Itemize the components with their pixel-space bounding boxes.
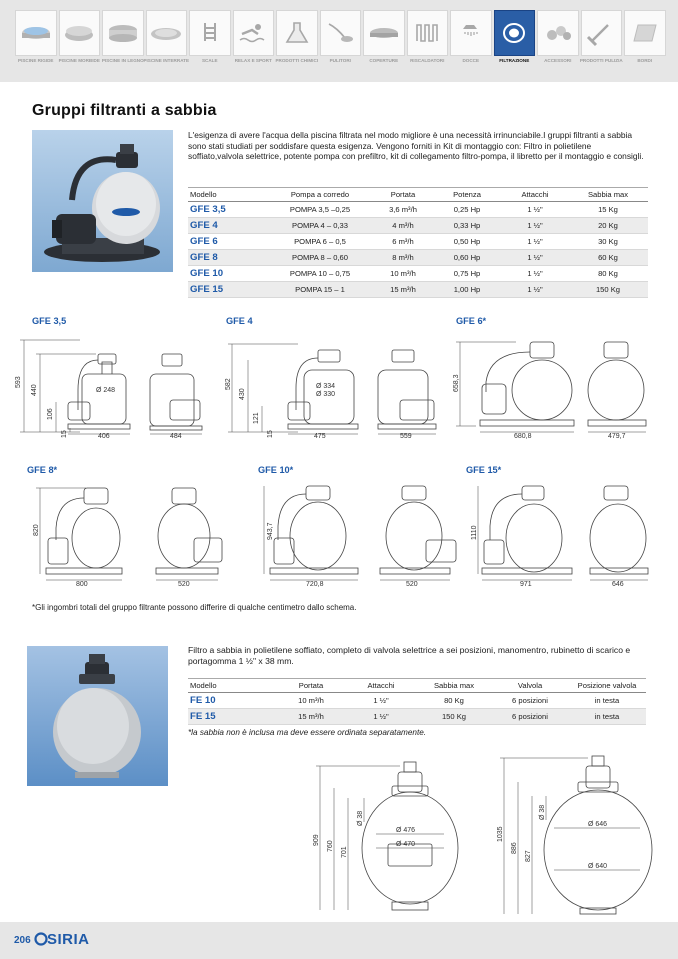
dim-gfe6-side: 479,7	[608, 433, 626, 440]
model-label-gfe4: GFE 4	[226, 316, 253, 326]
table-cell: 1 ½"	[502, 218, 568, 234]
dim-gfe8-front: 800	[76, 581, 88, 588]
product-photo-filter-kit	[32, 130, 173, 272]
page-footer	[0, 922, 678, 959]
table-cell: 1 ½"	[502, 250, 568, 266]
table-cell: 6 posizioni	[492, 709, 568, 725]
dim-gfe10-total: 943,7	[267, 522, 274, 540]
nav-label: FILTRAZIONE	[499, 58, 530, 63]
col-portata: Portata	[276, 679, 346, 693]
table-row	[188, 234, 648, 250]
model-label-gfe35: GFE 3,5	[32, 316, 67, 326]
table-cell: POMPA 3,5 –0,25	[266, 202, 374, 218]
nav-label: SCALE	[201, 58, 218, 63]
table-cell-model: GFE 4	[188, 218, 266, 234]
cover-icon	[367, 19, 401, 47]
dim-gfe15-front: 971	[520, 581, 532, 588]
table-row	[188, 709, 646, 725]
table-cell: 15 Kg	[568, 202, 648, 218]
nav-item-piscine-legno[interactable]	[101, 10, 145, 78]
ladder-icon	[193, 19, 227, 47]
dim-fe10-total: 909	[313, 834, 320, 846]
table-row	[188, 266, 648, 282]
dim-fe15-inner: Ø 640	[588, 863, 608, 870]
table-cell: POMPA 15 – 1	[266, 282, 374, 298]
dim-fe15-low: 827	[525, 850, 532, 862]
table-cell: in testa	[568, 709, 646, 725]
nav-label: PRODOTTI CHIMICI	[275, 58, 319, 63]
dim-fe10-mid: 760	[327, 840, 334, 852]
dim-fe10-low: 701	[341, 846, 348, 858]
nav-item-piscine-rigide[interactable]	[14, 10, 58, 78]
category-tiles	[14, 10, 667, 78]
col-sabbia: Sabbia max	[416, 679, 492, 693]
drawing-gfe4	[222, 330, 458, 440]
table-cell: 1,00 Hp	[432, 282, 502, 298]
table-cell: 10 m³/h	[374, 266, 432, 282]
sand-note: *la sabbia non è inclusa ma deve essere ordinata separatamente.	[188, 728, 427, 737]
table-cell: 1 ½"	[502, 202, 568, 218]
table-cell: 150 Kg	[416, 709, 492, 725]
table-cell: 20 Kg	[568, 218, 648, 234]
table-cell: POMPA 6 – 0,5	[266, 234, 374, 250]
sand-filter-kit-image	[32, 130, 173, 272]
gfe-spec-body	[188, 202, 648, 298]
table-cell-model: GFE 3,5	[188, 202, 266, 218]
nav-item-bordi[interactable]	[623, 10, 667, 78]
nav-label: RISCALDATORI	[410, 58, 445, 63]
model-label-gfe15: GFE 15*	[466, 465, 502, 475]
dim-gfe4-dia2: Ø 330	[316, 391, 336, 398]
dim-fe15-total: 1035	[497, 826, 504, 842]
section-title: Gruppi filtranti a sabbia	[32, 102, 217, 119]
nav-label: PULITORI	[329, 58, 351, 63]
col-modello: Modello	[188, 679, 276, 693]
dim-gfe35-base: 15	[61, 430, 68, 438]
dim-fe10-d38: Ø 38	[357, 810, 364, 826]
col-sabbia: Sabbia max	[568, 188, 648, 202]
dim-gfe8-side: 520	[178, 581, 190, 588]
dim-gfe6-front: 680,8	[514, 433, 532, 440]
nav-item-accessori[interactable]	[536, 10, 580, 78]
dim-gfe35-side: 484	[170, 433, 182, 440]
gfe-spec-table	[188, 187, 648, 298]
nav-label: BORDI	[637, 58, 653, 63]
dim-fe10-inner: Ø 470	[396, 841, 416, 848]
dim-fe15-outer: Ø 646	[588, 821, 608, 828]
table-cell: 8 m³/h	[374, 250, 432, 266]
table-cell-model: FE 10	[188, 693, 276, 709]
inground-pool-icon	[149, 19, 183, 47]
table-cell: 80 Kg	[416, 693, 492, 709]
nav-item-riscaldatori[interactable]	[406, 10, 450, 78]
dim-gfe4-dia1: Ø 334	[316, 383, 336, 390]
nav-label: COPERTURE	[369, 58, 399, 63]
swimmer-icon	[236, 19, 270, 47]
nav-item-piscine-morbide[interactable]	[58, 10, 102, 78]
nav-label: DOCCE	[462, 58, 480, 63]
table-cell: 1 ½"	[502, 266, 568, 282]
table-cell: 15 m³/h	[276, 709, 346, 725]
table-cell-model: GFE 8	[188, 250, 266, 266]
table-cell: 0,75 Hp	[432, 266, 502, 282]
drawing-fe15	[488, 748, 658, 920]
filter-icon	[497, 19, 531, 47]
table-cell: 150 Kg	[568, 282, 648, 298]
page-number: 206	[14, 935, 31, 946]
section-intro: L'esigenza di avere l'acqua della piscina filtrata nel modo migliore è una necessità irrinunciabile.I gruppi filtranti a sabbia sono stati studiati per soddisfare questa esigenza. Vengono forniti in Kit di montaggio con: Filtro in polietilene soffiato,valvola selettrice, potente pompa con prefiltro, kit di collegamento filtro-pompa, il libretto per il montaggio e consigli.	[188, 130, 644, 162]
drawing-gfe8	[24, 476, 236, 590]
fe-spec-table	[188, 678, 646, 725]
wood-pool-icon	[106, 19, 140, 47]
dim-gfe4-low: 121	[253, 412, 260, 424]
table-header-row	[188, 679, 646, 693]
dim-gfe15-total: 1110	[471, 525, 478, 540]
dim-gfe8-total: 820	[33, 524, 40, 536]
nav-label: PRODOTTI PULIZIA	[579, 58, 623, 63]
dim-gfe6-total: 658,3	[453, 374, 460, 392]
table-cell: 0,33 Hp	[432, 218, 502, 234]
col-modello: Modello	[188, 188, 266, 202]
col-potenza: Potenza	[432, 188, 502, 202]
nav-label: RELAX E SPORT	[234, 58, 272, 63]
table-row	[188, 282, 648, 298]
table-cell: 6 m³/h	[374, 234, 432, 250]
shower-icon	[454, 19, 488, 47]
brand-logo-icon	[34, 932, 48, 946]
nav-item-filtrazione[interactable]	[493, 10, 537, 78]
table-cell: 0,25 Hp	[432, 202, 502, 218]
table-cell: POMPA 10 – 0,75	[266, 266, 374, 282]
nav-item-pulitori[interactable]	[319, 10, 363, 78]
sand-filter-tank-image	[27, 646, 168, 786]
table-row	[188, 693, 646, 709]
table-cell: 80 Kg	[568, 266, 648, 282]
table-cell: 1 ½"	[502, 282, 568, 298]
filters-intro: Filtro a sabbia in polietilene soffiato, completo di valvola selettrice a sei posizioni, manomentro, rubinetto di scarico e portagomma 1 ½" x 38 mm.	[188, 645, 631, 666]
table-cell: 30 Kg	[568, 234, 648, 250]
table-cell: POMPA 8 – 0,60	[266, 250, 374, 266]
nav-item-relax-sport[interactable]	[232, 10, 276, 78]
brush-icon	[584, 19, 618, 47]
category-nav	[0, 0, 678, 82]
soft-pool-icon	[62, 19, 96, 47]
col-posizione: Posizione valvola	[568, 679, 646, 693]
table-row	[188, 250, 648, 266]
dim-gfe35-front: 406	[98, 433, 110, 440]
drawing-gfe10	[256, 476, 464, 590]
heater-icon	[410, 19, 444, 47]
nav-item-coperture[interactable]	[362, 10, 406, 78]
dim-gfe15-side: 646	[612, 581, 624, 588]
flask-icon	[280, 19, 314, 47]
dim-gfe35-tank: 440	[31, 384, 38, 396]
fe-spec-body	[188, 693, 646, 725]
dim-gfe4-base: 15	[267, 430, 274, 438]
nav-item-piscine-interrate[interactable]	[145, 10, 189, 78]
dim-gfe10-front: 720,8	[306, 581, 324, 588]
table-cell: in testa	[568, 693, 646, 709]
brand-name: SIRIA	[47, 931, 90, 948]
table-cell: 6 posizioni	[492, 693, 568, 709]
table-cell-model: GFE 10	[188, 266, 266, 282]
nav-label: PISCINE MORBIDE	[58, 58, 100, 63]
table-cell: 3,6 m³/h	[374, 202, 432, 218]
nav-item-scale[interactable]	[188, 10, 232, 78]
table-row	[188, 218, 648, 234]
drawing-gfe6	[450, 328, 660, 442]
product-photo-filter-tank	[27, 646, 168, 786]
nav-label: PISCINE RIGIDE	[18, 58, 54, 63]
table-cell: 15 m³/h	[374, 282, 432, 298]
col-portata: Portata	[374, 188, 432, 202]
drawings-note: *Gli ingombri totali del gruppo filtrante possono differire di qualche centimetro dallo schema.	[32, 603, 357, 612]
table-cell-model: GFE 15	[188, 282, 266, 298]
model-label-gfe8: GFE 8*	[27, 465, 58, 475]
dim-fe15-mid: 886	[511, 842, 518, 854]
dim-gfe35-low: 106	[47, 408, 54, 420]
table-cell: 1 ½"	[502, 234, 568, 250]
cleaner-icon	[323, 19, 357, 47]
col-attacchi: Attacchi	[346, 679, 416, 693]
table-cell: POMPA 4 – 0,33	[266, 218, 374, 234]
dim-gfe4-total: 582	[225, 378, 232, 390]
nav-item-prodotti-chimici[interactable]	[275, 10, 319, 78]
table-cell: 60 Kg	[568, 250, 648, 266]
accessories-icon	[541, 19, 575, 47]
dim-gfe35-dia: Ø 248	[96, 387, 116, 394]
nav-label: PISCINE IN LEGNO	[101, 58, 144, 63]
col-pompa: Pompa a corredo	[266, 188, 374, 202]
drawing-gfe15	[464, 476, 664, 590]
dim-gfe35-total: 593	[15, 376, 22, 388]
table-cell-model: FE 15	[188, 709, 276, 725]
nav-item-prodotti-pulizia[interactable]	[580, 10, 624, 78]
dim-fe10-outer: Ø 476	[396, 827, 416, 834]
dim-fe15-d38: Ø 38	[539, 804, 546, 820]
table-cell: 1 ½"	[346, 693, 416, 709]
dim-gfe4-side: 559	[400, 433, 412, 440]
dim-gfe10-side: 520	[406, 581, 418, 588]
drawing-fe10	[300, 748, 470, 920]
nav-item-docce[interactable]	[449, 10, 493, 78]
col-attacchi: Attacchi	[502, 188, 568, 202]
border-icon	[628, 19, 662, 47]
table-cell: 1 ½"	[346, 709, 416, 725]
col-valvola: Valvola	[492, 679, 568, 693]
table-header-row	[188, 188, 648, 202]
nav-label: ACCESSORI	[544, 58, 572, 63]
table-cell: 10 m³/h	[276, 693, 346, 709]
model-label-gfe10: GFE 10*	[258, 465, 294, 475]
nav-label: PISCINE INTERRATE	[143, 58, 190, 63]
model-label-gfe6: GFE 6*	[456, 316, 487, 326]
dim-gfe4-front: 475	[314, 433, 326, 440]
table-row	[188, 202, 648, 218]
table-cell: 0,50 Hp	[432, 234, 502, 250]
drawing-gfe35	[10, 330, 220, 440]
rigid-pool-icon	[19, 19, 53, 47]
dim-gfe4-tank: 430	[239, 388, 246, 400]
table-cell: 0,60 Hp	[432, 250, 502, 266]
table-cell: 4 m³/h	[374, 218, 432, 234]
table-cell-model: GFE 6	[188, 234, 266, 250]
